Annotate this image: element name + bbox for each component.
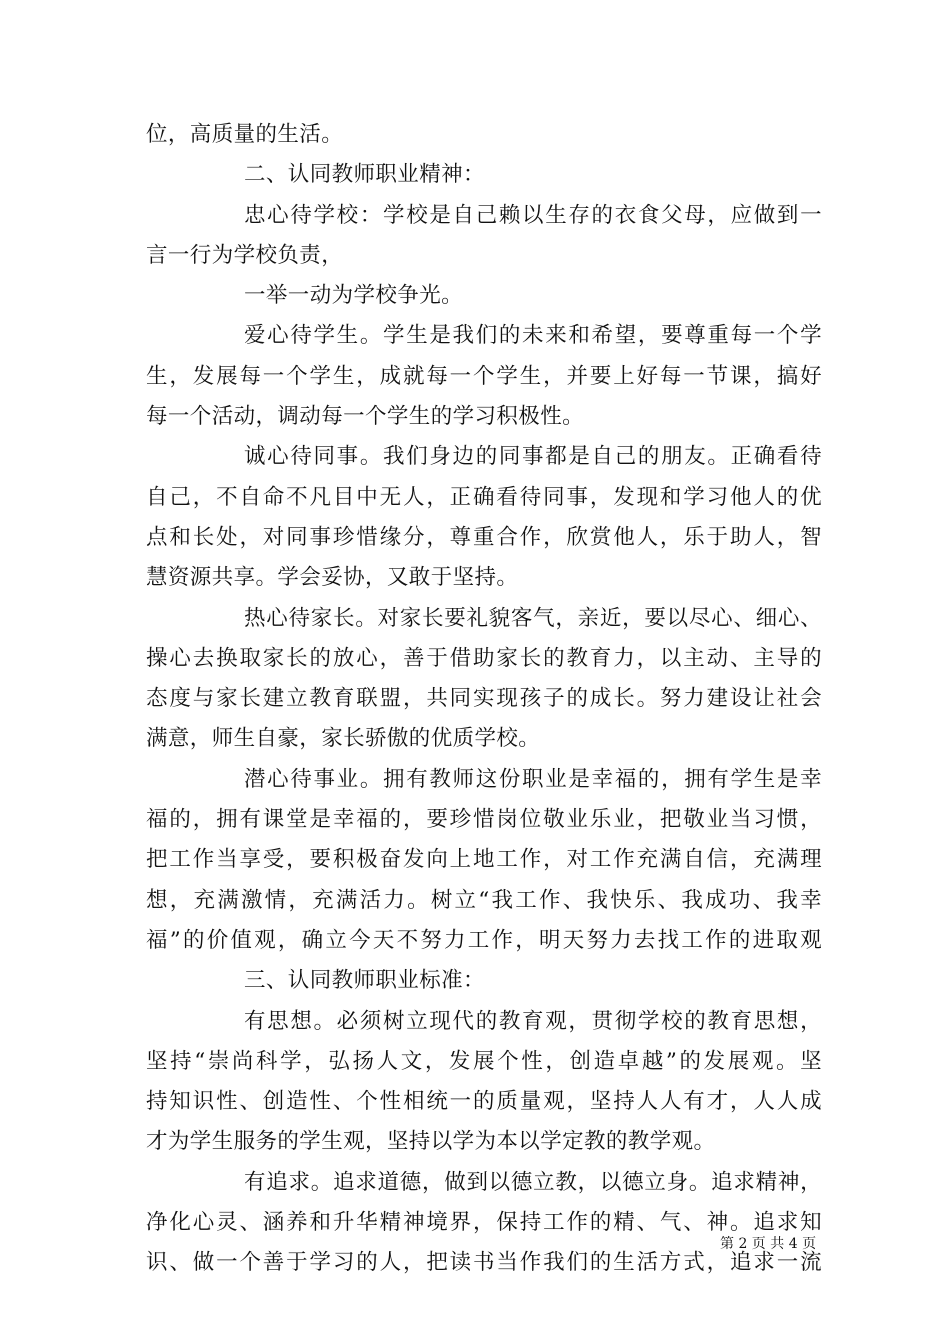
text-line: 慧资源共享。学会妥协，又敢于坚持。 (146, 565, 519, 591)
text-line: 坚持“崇尚科学，弘扬人文，发展个性，创造卓越”的发展观。坚 (146, 1048, 822, 1074)
text-line: 持知识性、创造性、个性相统一的质量观，坚持人人有才，人人成 (146, 1089, 822, 1115)
text-line: 热心待家长。对家长要礼貌客气，亲近，要以尽心、细心、 (244, 605, 822, 631)
text-line: 净化心灵、涵养和升华精神境界，保持工作的精、气、神。追求知 (146, 1210, 822, 1236)
text-line: 福的，拥有课堂是幸福的，要珍惜岗位敬业乐业，把敬业当习惯， (146, 807, 822, 833)
page-number-footer: 第 2 页 共 4 页 (720, 1236, 817, 1252)
text-line: 生，发展每一个学生，成就每一个学生，并要上好每一节课，搞好 (146, 363, 822, 389)
text-line: 诚心待同事。我们身边的同事都是自己的朋友。正确看待 (244, 444, 822, 470)
text-line: 三、认同教师职业标准： (244, 968, 485, 994)
text-line: 有思想。必须树立现代的教育观，贯彻学校的教育思想， (244, 1008, 822, 1034)
text-line: 二、认同教师职业精神： (244, 162, 485, 188)
text-line: 言一行为学校负责， (146, 242, 344, 268)
body-text (146, 115, 826, 1284)
text-line: 把工作当享受，要积极奋发向上地工作，对工作充满自信，充满理 (146, 847, 822, 873)
text-line: 位，高质量的生活。 (146, 122, 344, 147)
text-line: 潜心待事业。拥有教师这份职业是幸福的，拥有学生是幸 (244, 766, 822, 792)
text-line: 每一个活动，调动每一个学生的学习积极性。 (146, 404, 585, 430)
text-line: 有追求。追求道德，做到以德立教，以德立身。追求精神， (244, 1169, 822, 1195)
text-line: 自己，不自命不凡目中无人，正确看待同事，发现和学习他人的优 (146, 484, 822, 510)
text-line: 识、做一个善于学习的人，把读书当作我们的生活方式，追求一流 (146, 1250, 822, 1276)
text-line: 一举一动为学校争光。 (244, 283, 464, 309)
text-line: 操心去换取家长的放心，善于借助家长的教育力，以主动、主导的 (146, 645, 822, 671)
text-line: 爱心待学生。学生是我们的未来和希望，要尊重每一个学 (244, 323, 822, 349)
text-line: 才为学生服务的学生观，坚持以学为本以学定教的教学观。 (146, 1129, 716, 1155)
text-line: 福”的价值观，确立今天不努力工作，明天努力去找工作的进取观 (146, 927, 822, 953)
text-line: 想，充满激情，充满活力。树立“我工作、我快乐、我成功、我幸 (146, 887, 822, 913)
text-line: 态度与家长建立教育联盟，共同实现孩子的成长。努力建设让社会 (146, 686, 822, 712)
text-line: 满意，师生自豪，家长骄傲的优质学校。 (146, 726, 541, 752)
text-line: 点和长处，对同事珍惜缘分，尊重合作，欣赏他人，乐于助人，智 (146, 524, 822, 550)
text-line: 忠心待学校：学校是自己赖以生存的衣食父母，应做到一 (244, 202, 822, 228)
